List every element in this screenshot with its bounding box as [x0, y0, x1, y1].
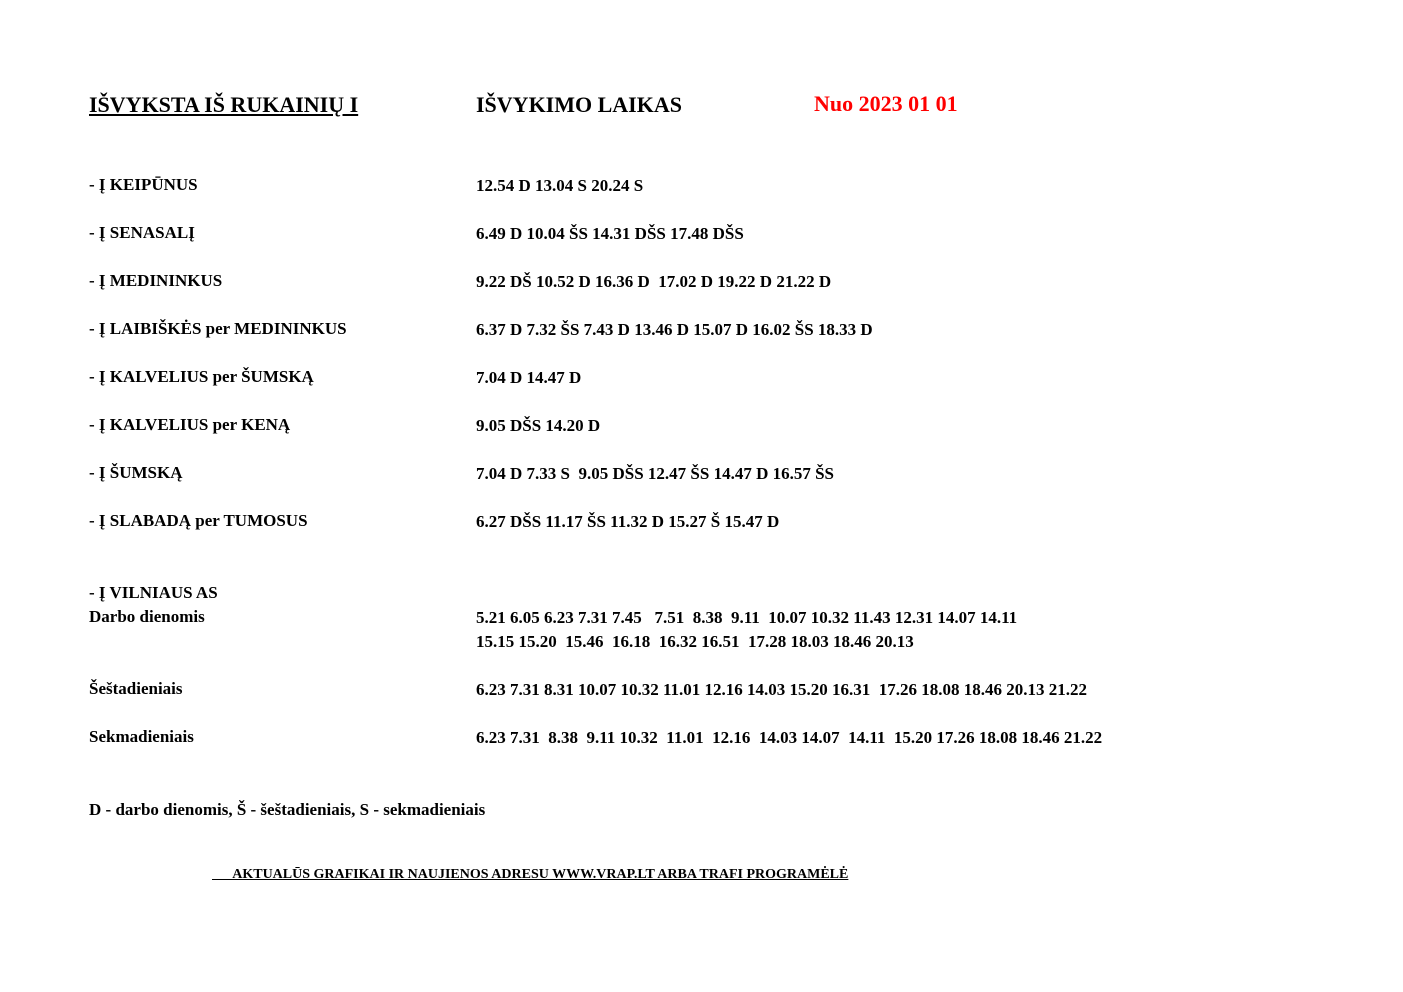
saturdays-times: 6.23 7.31 8.31 10.07 10.32 11.01 12.16 14.03 15.20 16.31 17.26 18.08 18.46 20.13 21.22: [476, 680, 1088, 699]
weekdays-times-line2: 15.15 15.20 15.46 16.18 16.32 16.51 17.28 18.03 18.46 20.13: [476, 632, 914, 651]
valid-from-date: Nuo 2023 01 01: [814, 91, 958, 116]
sundays-label: Sekmadieniais: [89, 727, 194, 746]
route-times: 12.54 D 13.04 S 20.24 S: [476, 176, 644, 195]
route-times: 7.04 D 14.47 D: [476, 368, 582, 387]
route-destination: - Į KALVELIUS per KENĄ: [89, 415, 291, 434]
weekdays-label: Darbo dienomis: [89, 607, 205, 626]
route-destination: - Į MEDININKUS: [89, 271, 223, 290]
departure-time-heading: IŠVYKIMO LAIKAS: [476, 92, 682, 117]
route-destination: - Į KEIPŪNUS: [89, 175, 198, 194]
vilnius-destination: - Į VILNIAUS AS: [89, 583, 218, 602]
route-times: 6.27 DŠS 11.17 ŠS 11.32 D 15.27 Š 15.47 D: [476, 512, 780, 531]
route-destination: - Į ŠUMSKĄ: [89, 463, 183, 482]
route-destination: - Į KALVELIUS per ŠUMSKĄ: [89, 367, 314, 386]
route-destination: - Į SLABADĄ per TUMOSUS: [89, 511, 308, 530]
route-times: 7.04 D 7.33 S 9.05 DŠS 12.47 ŠS 14.47 D 16.57 ŠS: [476, 464, 835, 483]
route-destination: - Į SENASALĮ: [89, 223, 195, 242]
route-times: 6.49 D 10.04 ŠS 14.31 DŠS 17.48 DŠS: [476, 224, 744, 243]
route-times: 9.05 DŠS 14.20 D: [476, 416, 601, 435]
departure-stop-title: IŠVYKSTA IŠ RUKAINIŲ I: [89, 92, 359, 117]
sundays-times: 6.23 7.31 8.38 9.11 10.32 11.01 12.16 14.03 14.07 14.11 15.20 17.26 18.08 18.46 21.22: [476, 728, 1103, 747]
weekdays-times-line1: 5.21 6.05 6.23 7.31 7.45 7.51 8.38 9.11 10.07 10.32 11.43 12.31 14.07 14.11: [476, 608, 1018, 627]
route-times: 6.37 D 7.32 ŠS 7.43 D 13.46 D 15.07 D 16.02 ŠS 18.33 D: [476, 320, 873, 339]
route-times: 9.22 DŠ 10.52 D 16.36 D 17.02 D 19.22 D 21.22 D: [476, 272, 832, 291]
saturdays-label: Šeštadieniais: [89, 679, 183, 698]
route-destination: - Į LAIBIŠKĖS per MEDININKUS: [89, 319, 347, 338]
footer-notice: AKTUALŪS GRAFIKAI IR NAUJIENOS ADRESU WWW.VRAP.LT ARBA TRAFI PROGRAMĖLĖ: [212, 867, 849, 882]
legend-text: D - darbo dienomis, Š - šeštadieniais, S - sekmadieniais: [89, 800, 486, 819]
